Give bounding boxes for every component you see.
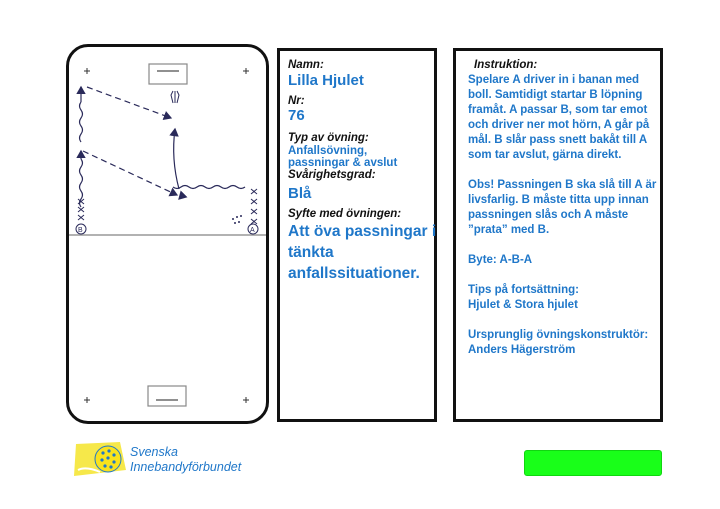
- balls: [232, 215, 242, 224]
- queue-b-markers: [78, 199, 84, 220]
- bottom-goal: [148, 386, 186, 406]
- instruction-paragraph: Obs! Passningen B ska slå till A är livsfarlig. B måste titta upp innan passningen slås och A måste ”prata” med B.: [468, 179, 657, 236]
- drill-info-panel: [277, 48, 437, 422]
- purpose-value: Att öva passningar i tänkta anfallssituationer.: [288, 223, 437, 282]
- instruction-title: Instruktion:: [474, 59, 538, 71]
- type-label: Typ av övning:: [288, 132, 369, 144]
- player-b-label: B: [78, 227, 83, 234]
- pass-line-2: [83, 151, 177, 195]
- rink-diagram: [66, 44, 269, 424]
- top-goal: [149, 64, 187, 84]
- name-value: Lilla Hjulet: [288, 72, 364, 89]
- difficulty-color-badge: [524, 450, 662, 476]
- difficulty-label: Svårighetsgrad:: [288, 169, 376, 181]
- purpose-label: Syfte med övningen:: [288, 208, 402, 220]
- nr-label: Nr:: [288, 95, 305, 107]
- instruction-panel: [453, 48, 663, 422]
- type-value: Anfallsövning, passningar & avslut: [288, 145, 398, 169]
- queue-a-markers: [251, 189, 257, 224]
- logo-line1: Svenska: [130, 445, 178, 459]
- name-label: Namn:: [288, 59, 324, 71]
- dribble-path-a: [173, 186, 245, 189]
- instruction-body: [468, 73, 664, 373]
- federation-logo: [70, 440, 270, 480]
- pass-line-1: [87, 87, 171, 118]
- instruction-paragraph: Spelare A driver in i banan med boll. Samtidigt startar B löpning framåt. A passar B, som tar emot och driver ner mot hörn, A går på mål. B slår pass snett bakåt till A som tar avslut, gärna direkt.: [468, 74, 650, 161]
- player-a-label: A: [250, 227, 255, 234]
- floorball-logo-icon: [70, 440, 128, 480]
- logo-line2: Innebandyförbundet: [130, 460, 242, 474]
- nr-value: 76: [288, 107, 305, 124]
- dribble-path-b: [80, 159, 83, 207]
- difficulty-value: Blå: [288, 185, 312, 202]
- drill-diagram-svg: [69, 47, 266, 421]
- instruction-paragraph: Byte: A-B-A: [468, 254, 533, 266]
- instruction-paragraph: Tips på fortsättning: Hjulet & Stora hjulet: [468, 284, 579, 311]
- instruction-paragraph: Ursprunglig övningskonstruktör: Anders Hägerström: [468, 329, 649, 356]
